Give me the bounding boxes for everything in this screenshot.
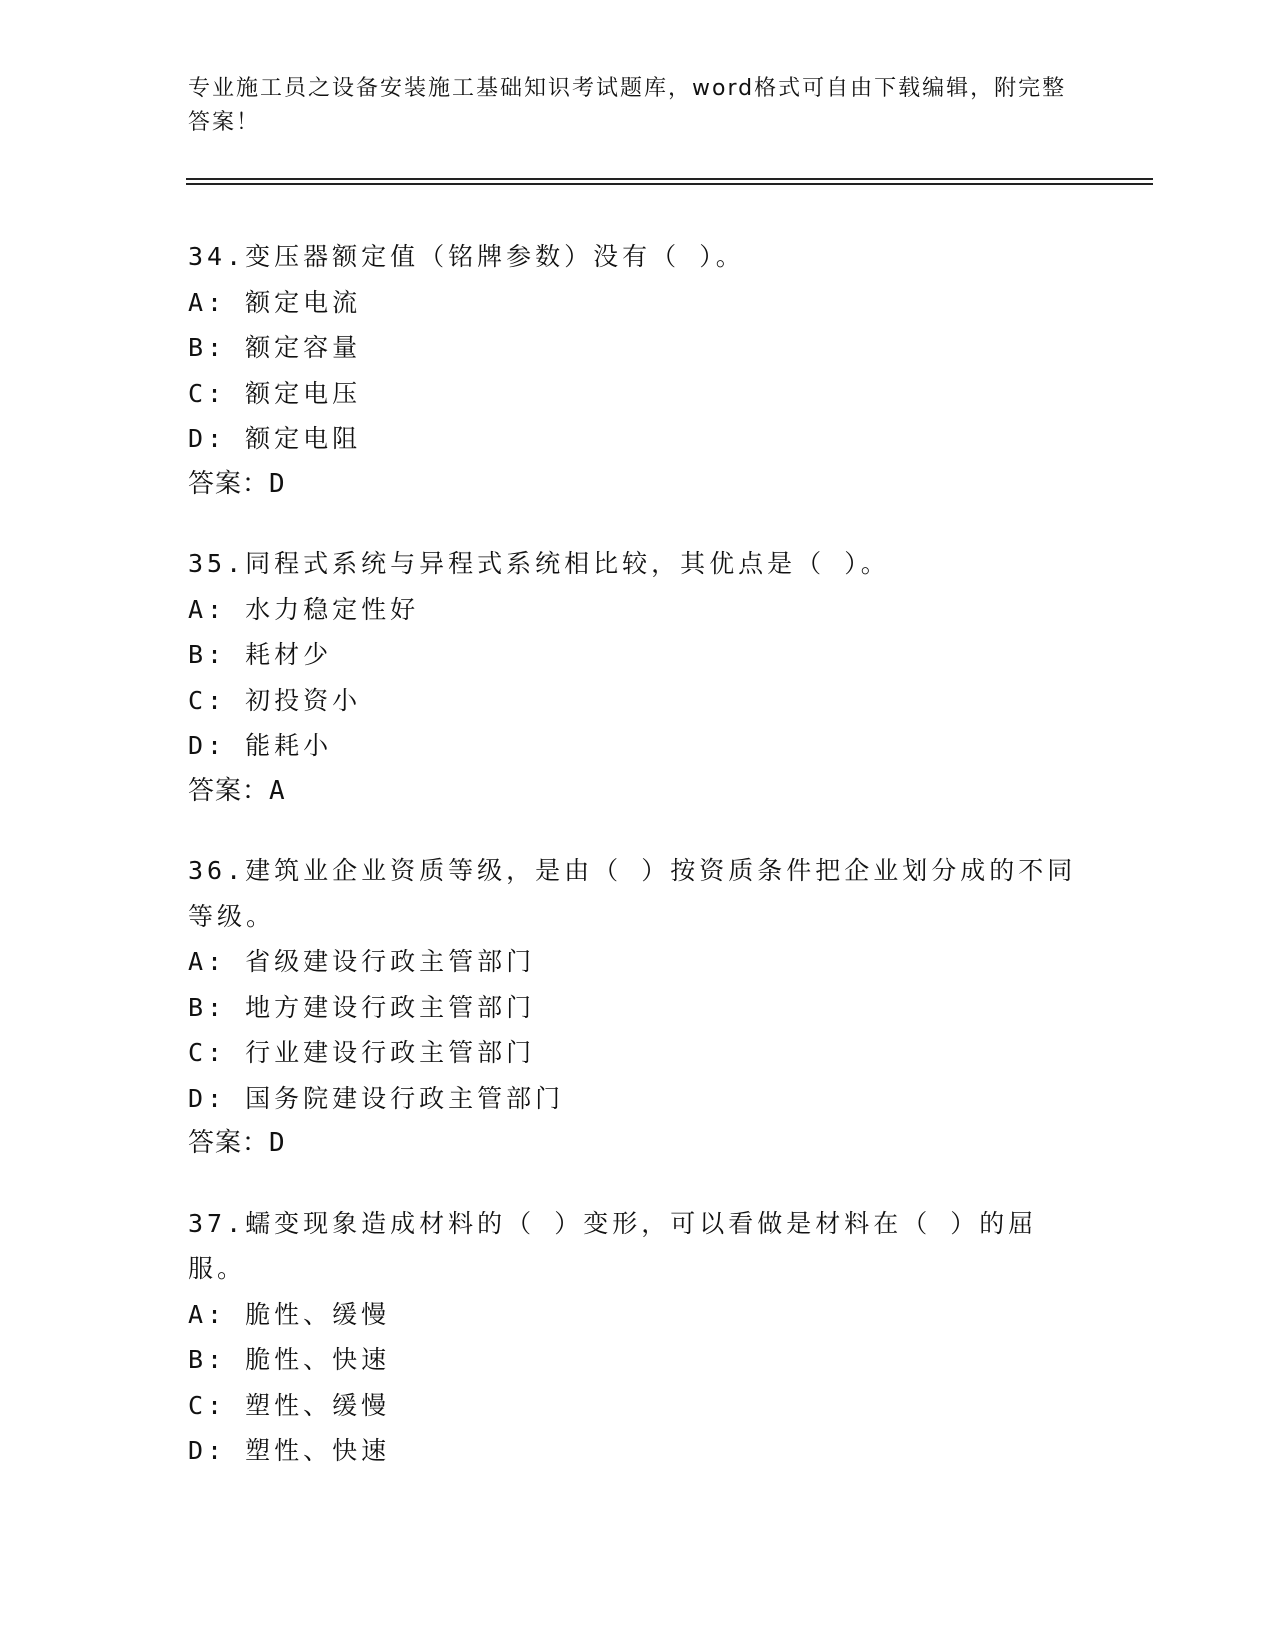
- answer-value: D: [269, 1128, 286, 1158]
- option-d: D: 能耗小: [188, 731, 333, 760]
- document-header: 专业施工员之设备安装施工基础知识考试题库，word格式可自由下载编辑，附完整答案！: [188, 76, 1067, 135]
- question-text: 34.变压器额定值（铭牌参数）没有（ ）。: [188, 242, 745, 271]
- option-a: A: 脆性、缓慢: [188, 1299, 391, 1329]
- option-c: C: 行业建设行政主管部门: [188, 1038, 536, 1067]
- option-a: A: 水力稳定性好: [188, 594, 420, 624]
- answer-label: 答案：: [188, 1128, 270, 1158]
- answer-label: 答案：: [188, 468, 270, 499]
- option-d: D: 额定电阻: [188, 424, 362, 453]
- option-a: A: 省级建设行政主管部门: [188, 947, 536, 976]
- answer-line: [188, 1121, 1088, 1167]
- question-36: [188, 848, 1088, 1167]
- option-c: C: 额定电压: [188, 378, 362, 408]
- option-b: B: 额定容量: [188, 333, 362, 362]
- question-text: 36.建筑业企业资质等级，是由（ ）按资质条件把企业划分成的不同等级。: [188, 856, 1077, 931]
- option-c: C: 初投资小: [188, 685, 362, 715]
- question-37: [188, 1201, 1088, 1474]
- option-b: B: 地方建设行政主管部门: [188, 992, 536, 1022]
- option-a: A: 额定电流: [188, 287, 362, 317]
- header-divider-bottom: [186, 183, 1153, 185]
- answer-label: 答案：: [188, 775, 270, 806]
- option-b: B: 耗材少: [188, 640, 333, 669]
- answer-line: [188, 769, 1088, 815]
- answer-value: A: [269, 775, 286, 806]
- question-text: 37.蠕变现象造成材料的（ ）变形，可以看做是材料在（ ）的屈服。: [188, 1208, 1038, 1283]
- question-list: [188, 234, 1088, 1508]
- header-divider-top: [186, 178, 1153, 180]
- option-d: D: 塑性、快速: [188, 1436, 391, 1465]
- question-35: [188, 541, 1088, 814]
- option-c: C: 塑性、缓慢: [188, 1390, 391, 1420]
- option-d: D: 国务院建设行政主管部门: [188, 1083, 565, 1113]
- question-text: 35.同程式系统与异程式系统相比较，其优点是（ ）。: [188, 549, 890, 578]
- question-34: [188, 234, 1088, 507]
- option-b: B: 脆性、快速: [188, 1345, 391, 1374]
- answer-value: D: [269, 468, 286, 499]
- answer-line: [188, 462, 1088, 508]
